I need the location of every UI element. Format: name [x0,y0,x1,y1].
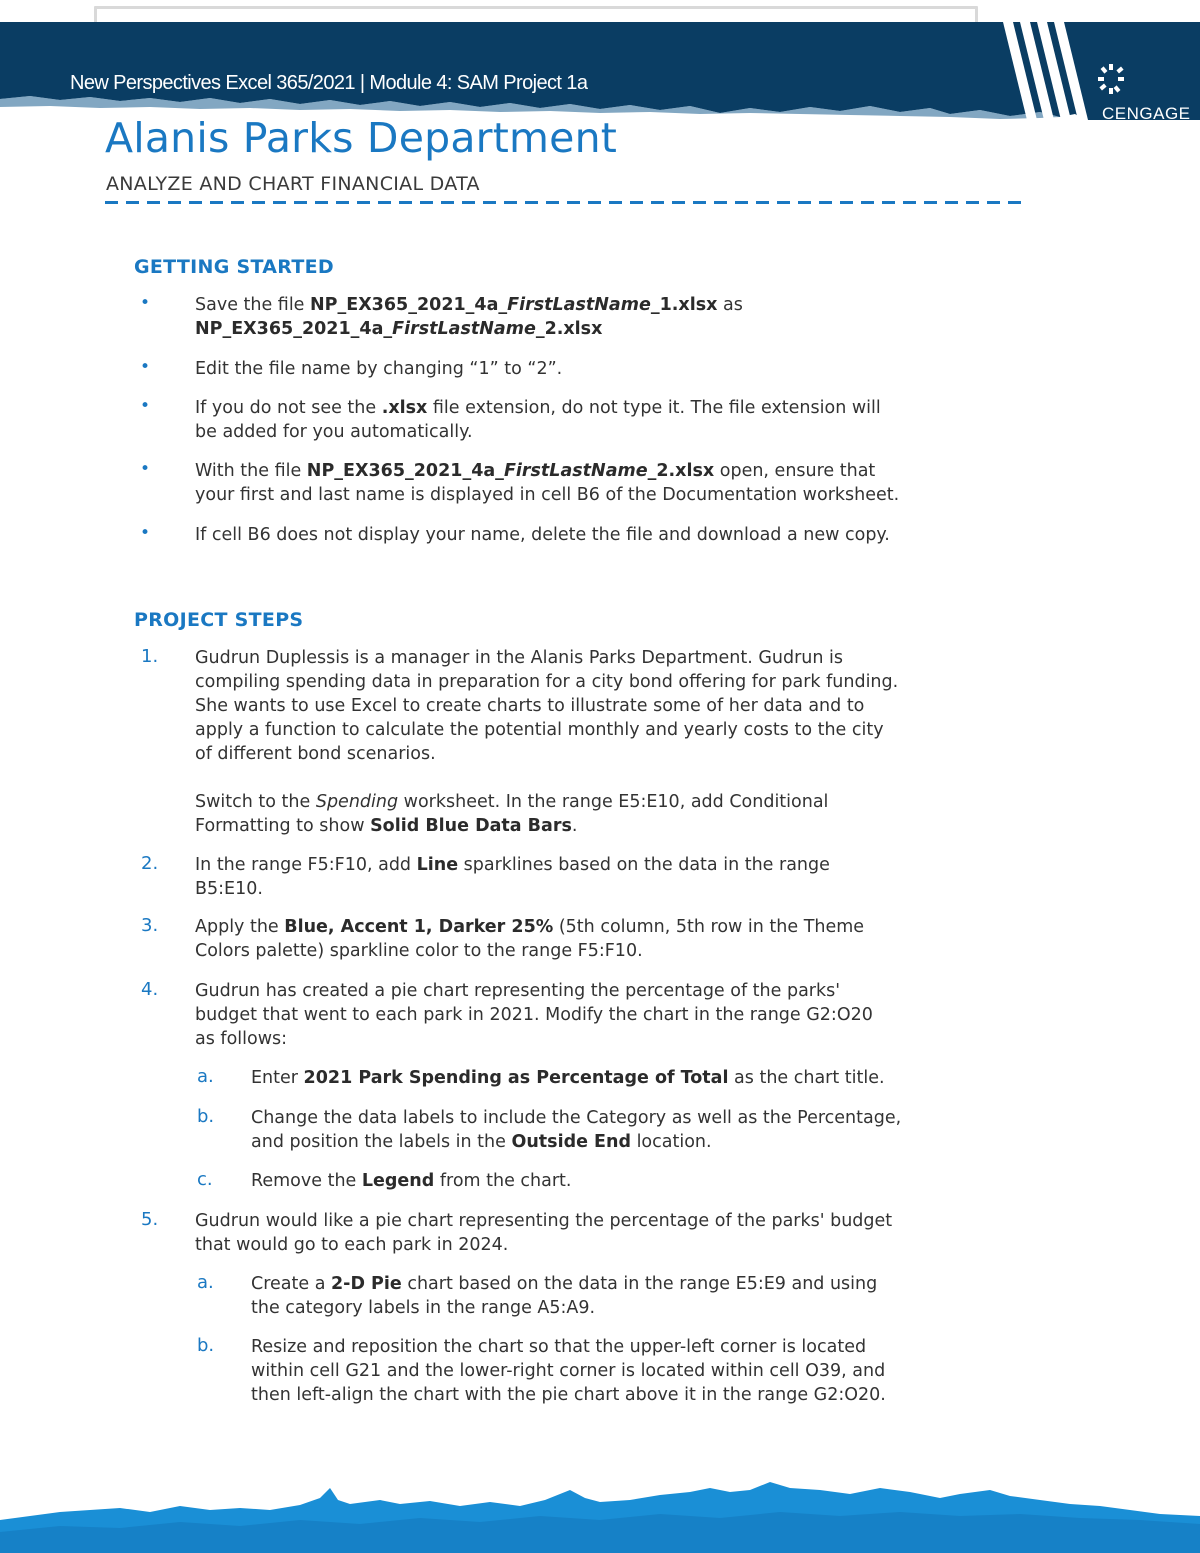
footer-wave-decoration [0,1470,1200,1553]
substep-text: Create a 2-D Pie chart based on the data in the range E5:E9 and using the category labels in the range A5:A9. [251,1274,878,1318]
bullet-marker: • [140,293,151,313]
step-number: 1. [141,646,159,667]
substep-letter: b. [197,1106,215,1127]
bullet-marker: • [140,523,151,543]
list-item-text: Save the file NP_EX365_2021_4a_FirstLastName_1.xlsx as NP_EX365_2021_4a_FirstLastName_2.xlsx [195,295,743,339]
substep-text: Enter 2021 Park Spending as Percentage of Total as the chart title. [251,1068,885,1088]
list-item-text: If you do not see the .xlsx file extension, do not type it. The file extension will be added for you automatically. [195,398,881,442]
header-banner [0,22,1200,122]
step-number: 4. [141,979,159,1000]
getting-started-heading: GETTING STARTED [134,256,334,278]
logo-text: CENGAGE [1102,104,1191,123]
banner-title: New Perspectives Excel 365/2021 | Module 4: SAM Project 1a [70,72,588,94]
project-steps-heading: PROJECT STEPS [134,609,304,631]
cengage-logo [1096,64,1192,128]
substep-text: Resize and reposition the chart so that the upper-left corner is located within cell G21 and the lower-right corner is located within cell O39, and then left-align the chart with the pie chart above it in the range G2:O20. [251,1337,886,1405]
step-text: In the range F5:F10, add Line sparklines based on the data in the range B5:E10. [195,855,830,899]
substep-letter: a. [197,1272,214,1293]
substep-letter: c. [197,1169,213,1190]
step-text: Apply the Blue, Accent 1, Darker 25% (5th column, 5th row in the Theme Colors palette) sparkline color to the range F5:F10. [195,917,865,961]
list-item-text: If cell B6 does not display your name, delete the file and download a new copy. [195,525,890,545]
bullet-marker: • [140,459,151,479]
substep-text: Change the data labels to include the Category as well as the Percentage, and position the labels in the Outside End location. [251,1108,902,1152]
substep-text: Remove the Legend from the chart. [251,1171,572,1191]
list-item-text: With the file NP_EX365_2021_4a_FirstLastName_2.xlsx open, ensure that your first and last name is displayed in cell B6 of the Documentation worksheet. [195,461,900,505]
step-number: 5. [141,1209,159,1230]
list-item-text: Edit the file name by changing “1” to “2”. [195,359,563,379]
bullet-marker: • [140,357,151,377]
title-divider [105,201,1025,204]
step-text: Gudrun would like a pie chart representing the percentage of the parks' budget that would go to each park in 2024. [195,1211,893,1255]
document-subtitle: ANALYZE AND CHART FINANCIAL DATA [106,173,480,195]
substep-letter: b. [197,1335,215,1356]
step-text: Gudrun Duplessis is a manager in the Alanis Parks Department. Gudrun is compiling spending data in preparation for a city bond offering for park funding. She wants to use Excel to create charts to illustrate some of her data and to apply a function to calculate the potential monthly and yearly costs to the city of different bond scenarios. [195,648,899,764]
step-number: 3. [141,915,159,936]
cengage-logo-icon [1096,64,1126,94]
substep-letter: a. [197,1066,214,1087]
document-title: Alanis Parks Department [105,114,618,162]
bullet-marker: • [140,396,151,416]
step-text: Gudrun has created a pie chart representing the percentage of the parks' budget that went to each park in 2021. Modify the chart in the range G2:O20 as follows: [195,981,873,1049]
step-text-paragraph-2: Switch to the Spending worksheet. In the range E5:E10, add Conditional Formatting to show Solid Blue Data Bars. [195,792,829,836]
step-number: 2. [141,853,159,874]
